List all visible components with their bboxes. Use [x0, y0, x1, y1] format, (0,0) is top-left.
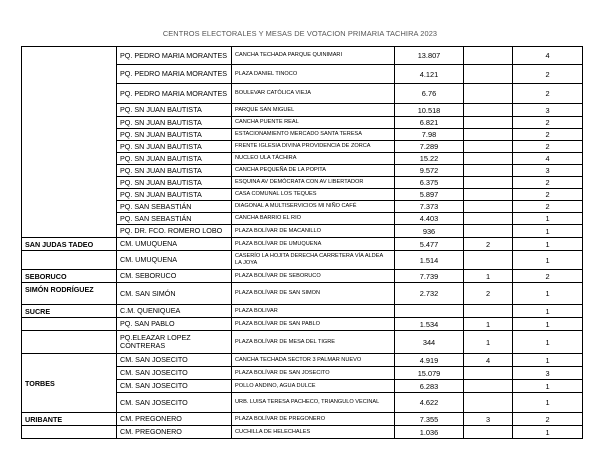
mesas-a-cell: 1 — [464, 331, 513, 354]
parroquia-cell: PQ. PEDRO MARIA MORANTES — [117, 65, 232, 84]
parroquia-cell: PQ. SN JUAN BAUTISTA — [117, 165, 232, 177]
mesas-a-cell — [464, 165, 513, 177]
votos-cell: 7.98 — [395, 129, 464, 141]
mesas-b-cell: 1 — [513, 213, 583, 225]
mesas-b-cell: 1 — [513, 305, 583, 318]
mesas-a-cell: 2 — [464, 283, 513, 305]
table-row — [22, 305, 583, 318]
centro-cell: CUCHILLA DE HELECHALES — [232, 426, 395, 439]
municipio-cell — [22, 251, 117, 270]
votos-cell: 15.079 — [395, 367, 464, 380]
votos-cell: 7.739 — [395, 270, 464, 283]
mesas-b-cell: 2 — [513, 84, 583, 104]
municipio-cell — [22, 47, 117, 238]
mesas-a-cell — [464, 393, 513, 413]
parroquia-cell: PQ. SN JUAN BAUTISTA — [117, 189, 232, 201]
votos-cell: 344 — [395, 331, 464, 354]
municipio-cell — [22, 318, 117, 331]
mesas-a-cell: 4 — [464, 354, 513, 367]
centro-cell: DIAGONAL A MULTISERVICIOS MI NIÑO CAFÉ — [232, 201, 395, 213]
parroquia-cell: PQ. PEDRO MARIA MORANTES — [117, 47, 232, 65]
mesas-b-cell: 2 — [513, 141, 583, 153]
mesas-a-cell — [464, 153, 513, 165]
centro-cell: CANCHA PEQUEÑA DE LA POPITA — [232, 165, 395, 177]
centro-cell: PLAZA BOLÍVAR DE SAN JOSECITO — [232, 367, 395, 380]
mesas-a-cell: 1 — [464, 318, 513, 331]
centro-cell: PLAZA BOLÍVAR DE SAN PABLO — [232, 318, 395, 331]
parroquia-cell: CM. UMUQUENA — [117, 238, 232, 251]
centro-cell: CASERÍO LA HOJITA DERECHA CARRETERA VÍA ALDEA LA JOYA — [232, 251, 395, 270]
parroquia-cell: PQ. SN JUAN BAUTISTA — [117, 177, 232, 189]
mesas-b-cell: 2 — [513, 129, 583, 141]
municipio-cell: SAN JUDAS TADEO — [22, 238, 117, 251]
centro-cell: PARQUE SAN MIGUEL — [232, 104, 395, 117]
votos-cell: 15.22 — [395, 153, 464, 165]
mesas-a-cell — [464, 189, 513, 201]
mesas-b-cell: 2 — [513, 189, 583, 201]
votos-cell: 6.283 — [395, 380, 464, 393]
votos-cell: 936 — [395, 225, 464, 238]
mesas-a-cell — [464, 65, 513, 84]
mesas-a-cell — [464, 177, 513, 189]
mesas-b-cell: 1 — [513, 393, 583, 413]
table-row — [22, 331, 583, 354]
centro-cell: BOULEVAR CATÓLICA VIEJA — [232, 84, 395, 104]
votos-cell: 7.355 — [395, 413, 464, 426]
table-row — [22, 251, 583, 270]
votos-cell: 4.121 — [395, 65, 464, 84]
parroquia-cell: PQ. PEDRO MARIA MORANTES — [117, 84, 232, 104]
mesas-b-cell: 4 — [513, 153, 583, 165]
parroquia-cell: CM. UMUQUENA — [117, 251, 232, 270]
centro-cell: CANCHA PUENTE REAL — [232, 117, 395, 129]
centro-cell: PLAZA BOLÍVAR DE MESA DEL TIGRE — [232, 331, 395, 354]
mesas-a-cell — [464, 426, 513, 439]
mesas-b-cell: 2 — [513, 65, 583, 84]
municipio-cell: URIBANTE — [22, 413, 117, 426]
mesas-b-cell: 2 — [513, 177, 583, 189]
mesas-a-cell — [464, 47, 513, 65]
mesas-b-cell: 1 — [513, 225, 583, 238]
municipio-cell: SIMÓN RODRÍGUEZ — [22, 283, 117, 305]
parroquia-cell: PQ. SAN PABLO — [117, 318, 232, 331]
centro-cell: NUCLEO ULA TÁCHIRA — [232, 153, 395, 165]
mesas-b-cell: 2 — [513, 201, 583, 213]
parroquia-cell: PQ. SAN SEBASTIÁN — [117, 201, 232, 213]
centro-cell: PLAZA BOLÍVAR DE MACANILLO — [232, 225, 395, 238]
mesas-b-cell: 1 — [513, 238, 583, 251]
votos-cell: 1.534 — [395, 318, 464, 331]
votos-cell: 13.807 — [395, 47, 464, 65]
votos-cell: 4.403 — [395, 213, 464, 225]
centro-cell: CASA COMUNAL LOS TEQUES — [232, 189, 395, 201]
mesas-a-cell — [464, 367, 513, 380]
votos-cell: 6.375 — [395, 177, 464, 189]
mesas-b-cell: 3 — [513, 104, 583, 117]
mesas-b-cell: 1 — [513, 331, 583, 354]
mesas-a-cell — [464, 117, 513, 129]
parroquia-cell: PQ. SN JUAN BAUTISTA — [117, 141, 232, 153]
municipio-cell: SUCRE — [22, 305, 117, 318]
mesas-a-cell — [464, 380, 513, 393]
municipio-cell: SEBORUCO — [22, 270, 117, 283]
parroquia-cell: CM. PREGONERO — [117, 426, 232, 439]
centro-cell: ESTACIONAMIENTO MERCADO SANTA TERESA — [232, 129, 395, 141]
mesas-b-cell: 4 — [513, 47, 583, 65]
centro-cell: PLAZA BOLÍVAR DE UMUQUENA — [232, 238, 395, 251]
parroquia-cell: CM. SAN JOSECITO — [117, 367, 232, 380]
parroquia-cell: PQ. DR. FCO. ROMERO LOBO — [117, 225, 232, 238]
parroquia-cell: CM. SAN SIMÓN — [117, 283, 232, 305]
mesas-b-cell: 3 — [513, 367, 583, 380]
votos-cell: 2.732 — [395, 283, 464, 305]
parroquia-cell: PQ. SN JUAN BAUTISTA — [117, 129, 232, 141]
mesas-a-cell — [464, 141, 513, 153]
mesas-a-cell: 1 — [464, 270, 513, 283]
votos-cell: 6.76 — [395, 84, 464, 104]
votos-cell: 4.622 — [395, 393, 464, 413]
electoral-centers-table — [21, 46, 583, 439]
mesas-b-cell: 1 — [513, 380, 583, 393]
centro-cell: CANCHA BARRIO EL RIO — [232, 213, 395, 225]
votos-cell: 9.572 — [395, 165, 464, 177]
parroquia-cell: PQ. SN JUAN BAUTISTA — [117, 117, 232, 129]
mesas-b-cell: 1 — [513, 426, 583, 439]
mesas-a-cell — [464, 84, 513, 104]
votos-cell: 5.897 — [395, 189, 464, 201]
centro-cell: ESQUINA AV DEMÓCRATA CON AV LIBERTADOR — [232, 177, 395, 189]
page-title: CENTROS ELECTORALES Y MESAS DE VOTACION PRIMARIA TACHIRA 2023 — [162, 29, 438, 38]
parroquia-cell: CM. SAN JOSECITO — [117, 354, 232, 367]
centro-cell: PLAZA BOLIVAR — [232, 305, 395, 318]
mesas-b-cell: 1 — [513, 354, 583, 367]
mesas-a-cell — [464, 213, 513, 225]
table-row — [22, 47, 583, 65]
centro-cell: PLAZA DANIEL TINOCO — [232, 65, 395, 84]
parroquia-cell: CM. SAN JOSECITO — [117, 393, 232, 413]
votos-cell: 5.477 — [395, 238, 464, 251]
table-row — [22, 318, 583, 331]
parroquia-cell: CM. SEBORUCO — [117, 270, 232, 283]
table-row — [22, 354, 583, 367]
votos-cell — [395, 305, 464, 318]
mesas-b-cell: 2 — [513, 270, 583, 283]
centro-cell: CANCHA TECHADA SECTOR 3 PALMAR NUEVO — [232, 354, 395, 367]
table-row — [22, 426, 583, 439]
mesas-b-cell: 1 — [513, 251, 583, 270]
mesas-b-cell: 1 — [513, 283, 583, 305]
mesas-a-cell — [464, 129, 513, 141]
votos-cell: 10.518 — [395, 104, 464, 117]
mesas-a-cell: 2 — [464, 238, 513, 251]
parroquia-cell: PQ. SN JUAN BAUTISTA — [117, 153, 232, 165]
mesas-a-cell — [464, 305, 513, 318]
table-row — [22, 270, 583, 283]
centro-cell: POLLO ANDINO, AGUA DULCE — [232, 380, 395, 393]
municipio-cell: TORBES — [22, 354, 117, 413]
municipio-cell — [22, 426, 117, 439]
centro-cell: FRENTE IGLESIA DIVINA PROVIDENCIA DE ZORCA — [232, 141, 395, 153]
votos-cell: 1.036 — [395, 426, 464, 439]
table-row — [22, 413, 583, 426]
mesas-b-cell: 1 — [513, 318, 583, 331]
table-row — [22, 283, 583, 305]
mesas-a-cell — [464, 251, 513, 270]
votos-cell: 4.919 — [395, 354, 464, 367]
table-row — [22, 238, 583, 251]
centro-cell: PLAZA BOLÍVAR DE SAN SIMON — [232, 283, 395, 305]
parroquia-cell: C.M. QUENIQUEA — [117, 305, 232, 318]
votos-cell: 6.821 — [395, 117, 464, 129]
votos-cell: 7.373 — [395, 201, 464, 213]
votos-cell: 1.514 — [395, 251, 464, 270]
parroquia-cell: PQ. SAN SEBASTIÁN — [117, 213, 232, 225]
municipio-cell — [22, 331, 117, 354]
mesas-a-cell — [464, 104, 513, 117]
centro-cell: CANCHA TECHADA PARQUE QUINIMARI — [232, 47, 395, 65]
mesas-b-cell: 3 — [513, 165, 583, 177]
mesas-a-cell: 3 — [464, 413, 513, 426]
mesas-b-cell: 2 — [513, 117, 583, 129]
mesas-b-cell: 2 — [513, 413, 583, 426]
parroquia-cell: CM. PREGONERO — [117, 413, 232, 426]
centro-cell: PLAZA BOLÍVAR DE SEBORUCO — [232, 270, 395, 283]
parroquia-cell: PQ.ELEAZAR LOPEZ CONTRERAS — [117, 331, 232, 354]
votos-cell: 7.289 — [395, 141, 464, 153]
parroquia-cell: PQ. SN JUAN BAUTISTA — [117, 104, 232, 117]
mesas-a-cell — [464, 201, 513, 213]
mesas-a-cell — [464, 225, 513, 238]
parroquia-cell: CM. SAN JOSECITO — [117, 380, 232, 393]
centro-cell: URB. LUISA TERESA PACHECO, TRIANGULO VECINAL — [232, 393, 395, 413]
centro-cell: PLAZA BOLÍVAR DE PREGONERO — [232, 413, 395, 426]
